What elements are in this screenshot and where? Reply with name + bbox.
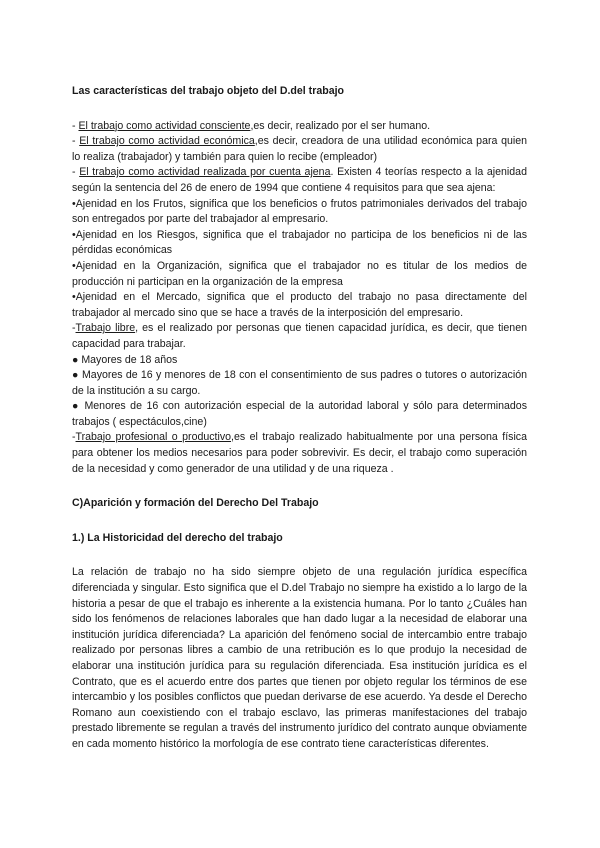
- term-consciente: El trabajo como actividad consciente: [78, 119, 251, 132]
- item-prefix: -: [72, 431, 76, 444]
- item-prefix: -: [72, 119, 79, 132]
- item-text: , es el realizado por personas que tienen capacidad jurídica, es decir, que tienen capacidad para trabajar.: [72, 322, 527, 350]
- ajenidad-mercado: •Ajenidad en el Mercado, significa que el producto del trabajo no pasa directamente del trabajador al mercado sino que se hace a través de la interposición del empresario.: [72, 291, 527, 319]
- section-heading: C)Aparición y formación del Derecho Del Trabajo: [72, 497, 319, 510]
- ajenidad-riesgos: •Ajenidad en los Riesgos, significa que el trabajador no participa de los beneficios ni de las pérdidas económicas: [72, 228, 527, 257]
- term-ajena: El trabajo como actividad realizada por cuenta ajena: [79, 166, 331, 179]
- bullet-mayores: ● Mayores de 18 años: [72, 353, 178, 366]
- page-title: Las características del trabajo objeto del D.del trabajo: [72, 85, 344, 97]
- item-libre: [72, 321, 527, 352]
- ajenidad-organizacion: •Ajenidad en la Organización, significa que el trabajador no es titular de los medios de producción ni participan en la organización de la empresa: [72, 259, 527, 288]
- term-profesional: Trabajo profesional o productivo: [75, 431, 232, 444]
- bullet-menores16: ● Mayores de 16 y menores de 18 con el consentimiento de sus padres o tutores o autorización de la institución a su cargo.: [72, 369, 527, 397]
- subsection-heading: 1.) La Historicidad del derecho del trabajo: [72, 531, 283, 544]
- historia-paragraph: La relación de trabajo no ha sido siempre objeto de una regulación jurídica específica diferenciada y singular. Esto significa que el D.del Trabajo no siempre ha existido a lo largo de la historia a pesar de que el trabajo es inherente a la existencia humana. Por lo tanto ¿Cuáles han sido los fenómenos de relaciones laborales que han dado lugar a la necesidad de elaborar una institución jurídica diferenciada? La aparición del fenómeno social de intercambio entre trabajo realizado por personas libres a cambio de una retribución es lo que produjo la necesidad de elaborar una institución jurídica para su regulación diferenciada. Esa institución jurídica es el Contrato, que es el acuerdo entre dos partes que tienen por objeto regular los términos de ese intercambio y los posibles conflictos que puedan derivarse de ese acuerdo. Ya desde el Derecho Romano aun coexistiendo con el trabajo esclavo, las primeras manifestaciones del trabajo prestado libremente se regulan a través del instrumento jurídico del contrato aunque obviamente en cada momento histórico la morfología de ese contrato tiene características diferentes.: [72, 566, 527, 750]
- item-consciente: [72, 119, 527, 135]
- item-prefix: -: [72, 166, 80, 179]
- item-ajena: [72, 165, 527, 196]
- ajenidad-frutos: •Ajenidad en los Frutos, significa que los beneficios o frutos patrimoniales derivados del trabajo son entregados por parte del trabajador al empresario.: [72, 197, 527, 226]
- item-economica: [72, 134, 527, 165]
- item-text: ,es el trabajo realizado habitualmente por una persona física para obtener los medios necesarios para poder sobrevivir. Es decir, el trabajo como superación de la necesidad y como generador de una utilidad y de una riqueza .: [72, 431, 527, 475]
- item-profesional: [72, 430, 527, 477]
- item-text: ,es decir, creadora de una utilidad económica para quien lo realiza (trabajador) y también para quien lo recibe (empleador): [72, 135, 527, 163]
- item-prefix: -: [72, 135, 80, 148]
- term-libre: Trabajo libre: [75, 322, 136, 335]
- document-page: [72, 84, 527, 753]
- bullet-menores-especial: ● Menores de 16 con autorización especial de la autoridad laboral y sólo para determinados trabajos ( espectáculos,cine): [72, 400, 527, 428]
- item-text: . Existen 4 teorías respecto a la ajenidad según la sentencia del 26 de enero de 1994 que contiene 4 requisitos para que sea ajena:: [72, 166, 527, 194]
- term-economica: El trabajo como actividad económica: [79, 135, 255, 148]
- item-prefix: -: [72, 322, 76, 335]
- item-text: ,es decir, realizado por el ser humano.: [250, 119, 431, 132]
